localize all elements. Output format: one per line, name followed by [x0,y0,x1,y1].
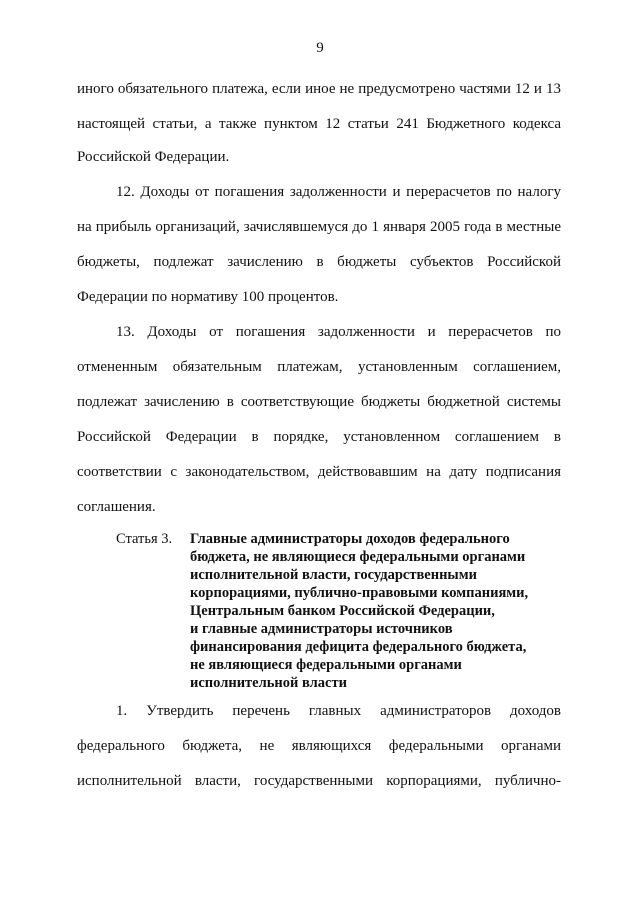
paragraph-1-line: 1. Утвердить перечень главных администраторов доходов [116,703,561,719]
paragraph-13-line: 13. Доходы от погашения задолженности и перерасчетов по [116,324,561,340]
paragraph-12-line: Федерации по нормативу 100 процентов. [77,289,339,305]
article-title-line: не являющиеся федеральными органами [190,657,462,673]
paragraph-13-line: соглашения. [77,499,156,515]
article-title-line: бюджета, не являющиеся федеральными органами [190,549,526,565]
paragraph-13-line: соответствии с законодательством, действовавшим на дату подписания [77,464,561,480]
page-number: 9 [316,40,324,56]
text-line: Российской Федерации. [77,149,230,165]
paragraph-13-line: Российской Федерации в порядке, установленном соглашением в [77,429,561,445]
paragraph-1-line: федерального бюджета, не являющихся федеральными органами [77,738,561,754]
article-title-line: исполнительной власти, государственными [190,567,477,583]
paragraph-12-line: 12. Доходы от погашения задолженности и перерасчетов по налогу [116,184,561,200]
paragraph-12-line: на прибыль организаций, зачислявшемуся до 1 января 2005 года в местные [77,219,561,235]
article-label: Статья 3. [116,531,173,547]
article-title [190,530,560,692]
text-line: иного обязательного платежа, если иное не предусмотрено частями 12 и 13 [77,81,561,97]
article-title-line: Центральным банком Российской Федерации, [190,603,495,619]
text-line: настоящей статьи, а также пунктом 12 статьи 241 Бюджетного кодекса [77,116,561,132]
paragraph-13-line: подлежат зачислению в соответствующие бюджеты бюджетной системы [77,394,561,410]
article-title-line: Главные администраторы доходов федерального [190,531,510,547]
paragraph-13-line: отмененным обязательным платежам, установленным соглашением, [77,359,561,375]
article-title-line: и главные администраторы источников [190,621,453,637]
article-title-line: финансирования дефицита федерального бюджета, [190,639,527,655]
paragraph-1-line: исполнительной власти, государственными корпорациями, публично- [77,773,561,789]
paragraph-12-line: бюджеты, подлежат зачислению в бюджеты субъектов Российской [77,254,561,270]
article-title-line: исполнительной власти [190,675,347,691]
article-title-line: корпорациями, публично-правовыми компаниями, [190,585,529,601]
